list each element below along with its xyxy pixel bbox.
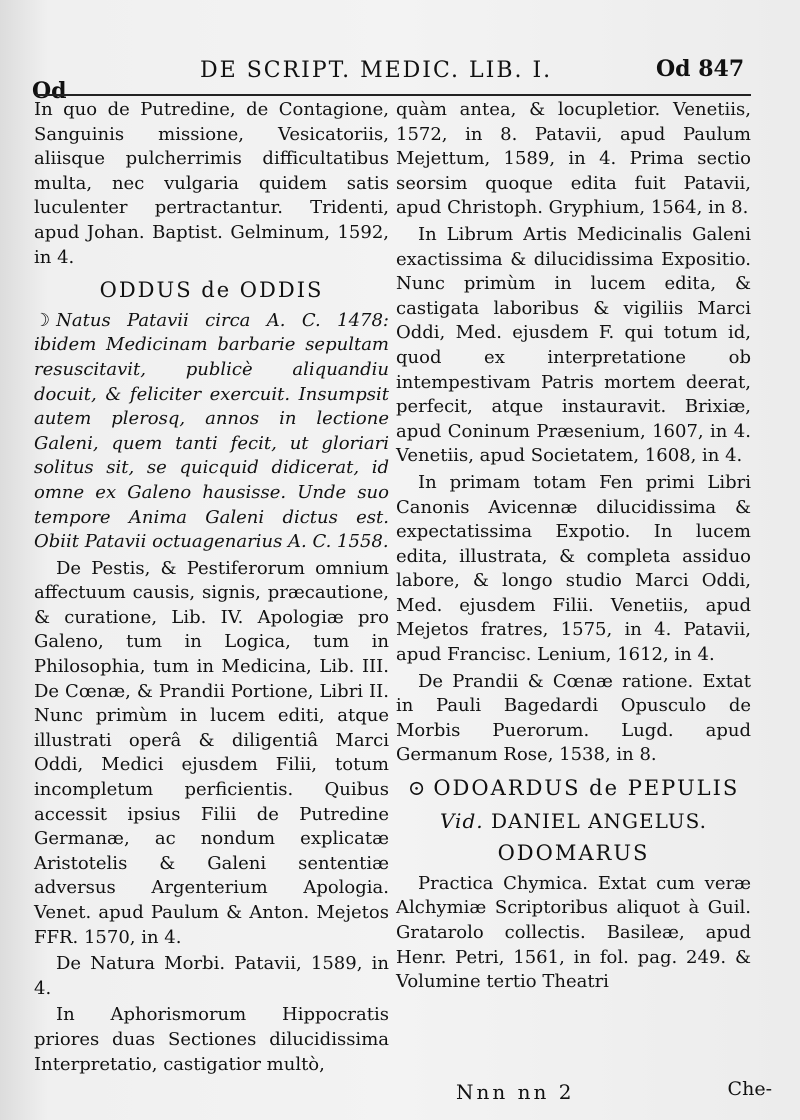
header-title: DE SCRIPT. MEDIC. LIB. I. <box>200 58 553 83</box>
sun-symbol-icon: ⊙ <box>407 776 428 801</box>
left-paragraph-4: In Aphorismorum Hippocratis priores duas Sectiones dilucidissima Interpretatio, castigatior multò, <box>34 1004 389 1075</box>
moon-symbol-icon: ☽ <box>34 309 51 331</box>
biography-text: Natus Patavii circa A. C. 1478: ibidem Medicinam barbarie sepultam resuscitavit, publicè aliquandiu docuit, & feliciter exercuit. Insumpsit autem plerosq, annos in lectione Galeni, quem tanti fecit, ut gloriari solitus sit, se quicquid didicerat, id omne ex Galeno hausisse. Unde suo tempore Anima Galeni dictus est. Obiit Patavii octuagenarius A. C. 1558. <box>34 309 389 553</box>
cross-reference <box>396 809 751 834</box>
right-paragraph-5: Practica Chymica. Extat cum veræ Alchymiæ Scriptoribus aliquot à Guil. Gratarolo collectis. Basileæ, apud Henr. Petri, 1561, in fol. pag. 249. & Volumine tertio Theatri <box>396 872 751 993</box>
signature-mark: Nnn nn 2 <box>456 1080 575 1104</box>
page-footer <box>420 1074 772 1110</box>
left-paragraph-2: De Pestis, & Pestiferorum omnium affectuum causis, signis, præcautione, & curatione, Lib. IV. Apologiæ pro Galeno, tum in Logica, tum in Philosophia, tum in Medicina, Lib. III. De Cœnæ, & Prandii Portione, Libri II. Nunc primùm in lucem editi, atque illustrati operâ & diligentiâ Marci Oddi, Medici ejusdem Filii, totum incompletum perficientis. Quibus accessit ipsius Filii de Putredine Germanæ, ac nondum explicatæ Aristotelis & Galeni sententiæ adversus Argenterium Apologia. Venet. apud Paulum & Anton. Mejetos FFR. 1570, in 4. <box>34 557 389 948</box>
running-header <box>32 56 752 104</box>
right-paragraph-3: In primam totam Fen primi Libri Canonis Avicennæ dilucidissima & expectatissima Expotio. In lucem edita, illustrata, & completa assiduo labore, & longo studio Marci Oddi, Med. ejusdem Filii. Venetiis, apud Mejetos fratres, 1575, in 4. Patavii, apud Francisc. Lenium, 1612, in 4. <box>396 471 751 666</box>
entry-heading-odoardus <box>396 776 751 801</box>
header-rule <box>36 94 751 96</box>
header-left-catch: Od <box>32 78 67 104</box>
catchword: Che- <box>727 1078 772 1100</box>
left-paragraph-3: De Natura Morbi. Patavii, 1589, in 4. <box>34 953 389 999</box>
entry-heading-oddus: ODDUS de ODDIS <box>99 278 324 303</box>
right-paragraph-1: quàm antea, & locupletior. Venetiis, 1572, in 8. Patavii, apud Paulum Mejettum, 1589, in 4. Prima sectio seorsim quoque edita fuit Patavii, apud Christoph. Gryphium, 1564, in 8. <box>396 99 751 219</box>
biography-oddus <box>34 309 389 555</box>
right-paragraph-4: De Prandii & Cœnæ ratione. Extat in Pauli Bagedardi Opusculo de Morbis Puerorum. Lugd. apud Germanum Rose, 1538, in 8. <box>396 670 751 766</box>
cross-reference-name: DANIEL ANGELUS. <box>490 808 708 833</box>
header-page-number: Od 847 <box>656 56 745 82</box>
left-paragraph-1: In quo de Putredine, de Contagione, Sanguinis missione, Vesicatoriis, aliisque pulcherrimis difficultatibus multa, nec vulgaria quidem satis luculenter pertractantur. Tridenti, apud Johan. Baptist. Gelminum, 1592, in 4. <box>34 99 389 268</box>
right-column <box>396 98 751 997</box>
entry-heading-odomarus: ODOMARUS <box>497 841 650 866</box>
entry-heading-odoardus-text: ODOARDUS de PEPULIS <box>433 776 740 801</box>
left-column <box>34 98 389 1079</box>
vide-prefix: Vid. <box>439 808 484 833</box>
right-paragraph-2: In Librum Artis Medicinalis Galeni exactissima & dilucidissima Expositio. Nunc primùm in lucem edita, & castigata laboribus & vigiliis Marci Oddi, Med. ejusdem F. qui totum id, quod ex interpretatione ob intempestivam Patris mortem deerat, perfecit, atque instauravit. Brixiæ, apud Coninum Præsenium, 1607, in 4. Venetiis, apud Societatem, 1608, in 4. <box>396 223 751 467</box>
